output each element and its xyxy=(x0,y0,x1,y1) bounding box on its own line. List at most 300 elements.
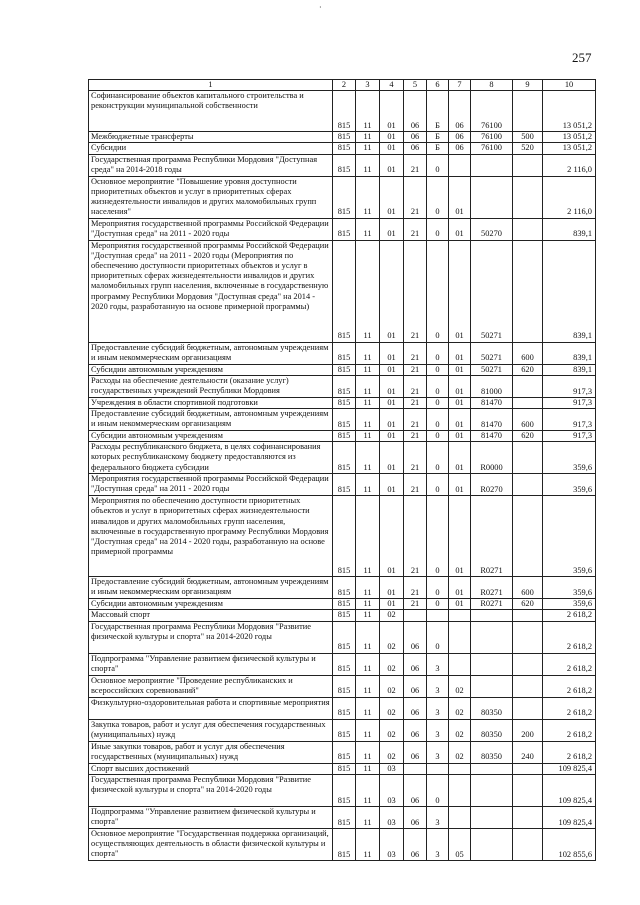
code-expense-type: 600 xyxy=(513,577,543,599)
code-ministry: 815 xyxy=(333,774,356,806)
amount: 2 618,2 xyxy=(543,653,596,675)
code-direction: 81470 xyxy=(471,431,513,442)
row-name: Закупка товаров, работ и услуг для обеспечения государственных (муниципальных) нужд xyxy=(89,719,333,741)
row-name: Массовый спорт xyxy=(89,610,333,621)
code-expense-type: 620 xyxy=(513,431,543,442)
code-expense-type: 600 xyxy=(513,342,543,364)
code-ministry: 815 xyxy=(333,806,356,828)
table-row xyxy=(89,806,596,828)
code-section: 11 xyxy=(356,774,380,806)
code-direction: 81000 xyxy=(471,375,513,397)
amount: 917,3 xyxy=(543,375,596,397)
row-name: Субсидии автономным учреждениям xyxy=(89,364,333,375)
code-ministry: 815 xyxy=(333,91,356,132)
code-program: 06 xyxy=(404,675,427,697)
code-subsection: 02 xyxy=(380,610,404,621)
code-subsection: 01 xyxy=(380,132,404,143)
code-subprogram: 0 xyxy=(427,431,449,442)
col-header: 10 xyxy=(543,80,596,91)
code-ministry: 815 xyxy=(333,409,356,431)
amount: 359,6 xyxy=(543,474,596,496)
code-activity xyxy=(449,763,471,774)
amount: 917,3 xyxy=(543,431,596,442)
code-direction xyxy=(471,653,513,675)
code-subsection: 02 xyxy=(380,697,404,719)
code-ministry: 815 xyxy=(333,176,356,218)
amount: 359,6 xyxy=(543,577,596,599)
code-subsection: 01 xyxy=(380,474,404,496)
code-subsection: 01 xyxy=(380,431,404,442)
code-subprogram: 0 xyxy=(427,154,449,176)
code-section: 11 xyxy=(356,143,380,154)
code-activity: 01 xyxy=(449,342,471,364)
code-expense-type xyxy=(513,474,543,496)
code-expense-type xyxy=(513,828,543,860)
code-section: 11 xyxy=(356,397,380,408)
code-activity: 01 xyxy=(449,474,471,496)
code-ministry: 815 xyxy=(333,719,356,741)
code-program: 21 xyxy=(404,409,427,431)
code-activity xyxy=(449,653,471,675)
code-ministry: 815 xyxy=(333,577,356,599)
col-header: 9 xyxy=(513,80,543,91)
col-header: 8 xyxy=(471,80,513,91)
code-subsection: 03 xyxy=(380,806,404,828)
code-expense-type: 600 xyxy=(513,409,543,431)
code-ministry: 815 xyxy=(333,828,356,860)
table-row xyxy=(89,364,596,375)
code-subprogram: 0 xyxy=(427,240,449,342)
row-name: Предоставление субсидий бюджетным, автономным учреждениям и иным некоммерческим организациям xyxy=(89,342,333,364)
code-program: 21 xyxy=(404,442,427,474)
amount: 109 825,4 xyxy=(543,774,596,806)
row-name: Подпрограмма "Управление развитием физической культуры и спорта" xyxy=(89,806,333,828)
table-row xyxy=(89,621,596,653)
row-name: Субсидии автономным учреждениям xyxy=(89,599,333,610)
code-ministry: 815 xyxy=(333,397,356,408)
code-direction xyxy=(471,806,513,828)
row-name: Подпрограмма "Управление развитием физической культуры и спорта" xyxy=(89,653,333,675)
code-direction: R0270 xyxy=(471,474,513,496)
code-section: 11 xyxy=(356,653,380,675)
code-section: 11 xyxy=(356,828,380,860)
code-program: 21 xyxy=(404,431,427,442)
code-ministry: 815 xyxy=(333,375,356,397)
code-program: 21 xyxy=(404,599,427,610)
amount: 359,6 xyxy=(543,442,596,474)
code-direction: 81470 xyxy=(471,409,513,431)
code-subprogram xyxy=(427,763,449,774)
code-section: 11 xyxy=(356,599,380,610)
code-subsection: 01 xyxy=(380,442,404,474)
code-subsection: 01 xyxy=(380,240,404,342)
code-activity: 01 xyxy=(449,218,471,240)
code-direction: 76100 xyxy=(471,132,513,143)
amount: 917,3 xyxy=(543,397,596,408)
code-expense-type: 620 xyxy=(513,364,543,375)
amount: 13 051,2 xyxy=(543,132,596,143)
code-section: 11 xyxy=(356,741,380,763)
code-program: 21 xyxy=(404,176,427,218)
table-row xyxy=(89,653,596,675)
amount: 2 618,2 xyxy=(543,719,596,741)
code-direction xyxy=(471,774,513,806)
code-activity xyxy=(449,610,471,621)
code-expense-type xyxy=(513,240,543,342)
code-section: 11 xyxy=(356,176,380,218)
code-direction xyxy=(471,828,513,860)
table-row xyxy=(89,176,596,218)
code-activity: 02 xyxy=(449,697,471,719)
code-activity: 01 xyxy=(449,431,471,442)
code-direction: 76100 xyxy=(471,143,513,154)
code-subprogram: 3 xyxy=(427,697,449,719)
code-section: 11 xyxy=(356,91,380,132)
row-name: Основное мероприятие "Проведение республиканских и всероссийских соревнований" xyxy=(89,675,333,697)
code-section: 11 xyxy=(356,577,380,599)
table-row xyxy=(89,719,596,741)
code-subsection: 02 xyxy=(380,719,404,741)
code-subprogram: 3 xyxy=(427,806,449,828)
code-section: 11 xyxy=(356,218,380,240)
code-activity: 01 xyxy=(449,599,471,610)
table-row xyxy=(89,697,596,719)
code-expense-type xyxy=(513,91,543,132)
code-ministry: 815 xyxy=(333,431,356,442)
code-section: 11 xyxy=(356,364,380,375)
code-subsection: 03 xyxy=(380,828,404,860)
code-activity: 05 xyxy=(449,828,471,860)
budget-table xyxy=(88,79,596,861)
code-activity: 01 xyxy=(449,496,471,577)
code-direction: R0271 xyxy=(471,577,513,599)
code-program: 21 xyxy=(404,218,427,240)
code-expense-type: 520 xyxy=(513,143,543,154)
code-program: 06 xyxy=(404,806,427,828)
code-program: 21 xyxy=(404,375,427,397)
table-row xyxy=(89,474,596,496)
code-program: 21 xyxy=(404,474,427,496)
amount: 2 618,2 xyxy=(543,697,596,719)
col-header: 5 xyxy=(404,80,427,91)
code-activity: 01 xyxy=(449,397,471,408)
code-direction: 76100 xyxy=(471,91,513,132)
code-activity: 02 xyxy=(449,675,471,697)
row-name: Субсидии xyxy=(89,143,333,154)
amount: 839,1 xyxy=(543,364,596,375)
row-name: Расходы на обеспечение деятельности (оказание услуг) государственных учреждений Республики Мордовия xyxy=(89,375,333,397)
code-ministry: 815 xyxy=(333,496,356,577)
code-subsection: 02 xyxy=(380,653,404,675)
table-row xyxy=(89,442,596,474)
code-expense-type xyxy=(513,442,543,474)
code-subsection: 01 xyxy=(380,218,404,240)
code-subsection: 01 xyxy=(380,599,404,610)
code-expense-type xyxy=(513,697,543,719)
code-subprogram: 3 xyxy=(427,675,449,697)
code-section: 11 xyxy=(356,474,380,496)
code-activity: 06 xyxy=(449,132,471,143)
table-row xyxy=(89,599,596,610)
code-direction xyxy=(471,176,513,218)
code-ministry: 815 xyxy=(333,154,356,176)
code-section: 11 xyxy=(356,675,380,697)
code-direction: 50271 xyxy=(471,364,513,375)
code-section: 11 xyxy=(356,621,380,653)
code-direction: 81470 xyxy=(471,397,513,408)
code-activity: 01 xyxy=(449,442,471,474)
code-section: 11 xyxy=(356,719,380,741)
code-expense-type xyxy=(513,653,543,675)
table-row xyxy=(89,577,596,599)
row-name: Государственная программа Республики Мордовия "Развитие физической культуры и спорта" на 2014-2020 годы xyxy=(89,774,333,806)
code-expense-type xyxy=(513,675,543,697)
code-subprogram: Б xyxy=(427,132,449,143)
code-subprogram: 0 xyxy=(427,218,449,240)
table-row xyxy=(89,675,596,697)
scan-mark: · xyxy=(319,3,322,12)
row-name: Основное мероприятие "Государственная поддержка организаций, осуществляющих деятельность в области физической культуры и спорта" xyxy=(89,828,333,860)
row-name: Иные закупки товаров, работ и услуг для обеспечения государственных (муниципальных) нужд xyxy=(89,741,333,763)
amount: 359,6 xyxy=(543,599,596,610)
code-direction: R0000 xyxy=(471,442,513,474)
code-section: 11 xyxy=(356,342,380,364)
header-row xyxy=(89,80,596,91)
amount: 839,1 xyxy=(543,218,596,240)
row-name: Мероприятия по обеспечению доступности приоритетных объектов и услуг в приоритетных сферах жизнедеятельности инвалидов и других маломобильных групп населения, включенные в государственную программу Республики Мордовия "Доступная среда" на 2014 - 2020 годы, разработанную на основе примерной программы xyxy=(89,496,333,577)
code-direction: R0271 xyxy=(471,599,513,610)
code-section: 11 xyxy=(356,132,380,143)
table-row xyxy=(89,409,596,431)
code-activity: 01 xyxy=(449,577,471,599)
amount: 917,3 xyxy=(543,409,596,431)
code-subsection: 02 xyxy=(380,741,404,763)
code-subprogram: 3 xyxy=(427,741,449,763)
table-row xyxy=(89,218,596,240)
code-program: 21 xyxy=(404,364,427,375)
amount: 2 116,0 xyxy=(543,176,596,218)
amount: 109 825,4 xyxy=(543,806,596,828)
code-expense-type xyxy=(513,397,543,408)
code-subsection: 02 xyxy=(380,675,404,697)
code-section: 11 xyxy=(356,375,380,397)
code-activity: 06 xyxy=(449,91,471,132)
code-subsection: 01 xyxy=(380,397,404,408)
code-section: 11 xyxy=(356,240,380,342)
code-program: 21 xyxy=(404,342,427,364)
code-activity: 02 xyxy=(449,741,471,763)
table-row xyxy=(89,240,596,342)
table-row xyxy=(89,763,596,774)
table-body xyxy=(89,80,596,861)
code-section: 11 xyxy=(356,409,380,431)
code-subsection: 01 xyxy=(380,176,404,218)
code-program: 21 xyxy=(404,496,427,577)
code-subprogram: 0 xyxy=(427,397,449,408)
amount: 109 825,4 xyxy=(543,763,596,774)
code-section: 11 xyxy=(356,442,380,474)
code-activity: 01 xyxy=(449,240,471,342)
code-program: 06 xyxy=(404,741,427,763)
code-section: 11 xyxy=(356,610,380,621)
amount: 2 618,2 xyxy=(543,675,596,697)
amount: 839,1 xyxy=(543,240,596,342)
code-activity: 01 xyxy=(449,375,471,397)
code-program: 06 xyxy=(404,719,427,741)
code-ministry: 815 xyxy=(333,364,356,375)
code-subprogram: 0 xyxy=(427,577,449,599)
code-subsection: 01 xyxy=(380,409,404,431)
code-expense-type: 500 xyxy=(513,132,543,143)
code-program: 06 xyxy=(404,132,427,143)
table-row xyxy=(89,397,596,408)
code-ministry: 815 xyxy=(333,763,356,774)
code-activity: 01 xyxy=(449,409,471,431)
code-activity: 01 xyxy=(449,364,471,375)
code-section: 11 xyxy=(356,154,380,176)
code-activity xyxy=(449,806,471,828)
table-row xyxy=(89,496,596,577)
code-expense-type xyxy=(513,154,543,176)
code-direction: 50271 xyxy=(471,240,513,342)
row-name: Софинансирование объектов капитального строительства и реконструкции муниципальной собственности xyxy=(89,91,333,132)
code-section: 11 xyxy=(356,763,380,774)
code-expense-type xyxy=(513,763,543,774)
code-expense-type: 240 xyxy=(513,741,543,763)
code-subprogram xyxy=(427,610,449,621)
col-header: 7 xyxy=(449,80,471,91)
code-subprogram: 3 xyxy=(427,653,449,675)
code-program: 06 xyxy=(404,774,427,806)
code-subsection: 01 xyxy=(380,154,404,176)
code-ministry: 815 xyxy=(333,218,356,240)
code-ministry: 815 xyxy=(333,653,356,675)
code-direction xyxy=(471,610,513,621)
row-name: Межбюджетные трансферты xyxy=(89,132,333,143)
code-subprogram: 3 xyxy=(427,828,449,860)
table-row xyxy=(89,774,596,806)
col-header: 1 xyxy=(89,80,333,91)
code-activity xyxy=(449,621,471,653)
row-name: Предоставление субсидий бюджетным, автономным учреждениям и иным некоммерческим организациям xyxy=(89,409,333,431)
code-expense-type: 620 xyxy=(513,599,543,610)
code-ministry: 815 xyxy=(333,132,356,143)
code-subprogram: 0 xyxy=(427,409,449,431)
amount: 839,1 xyxy=(543,342,596,364)
code-section: 11 xyxy=(356,431,380,442)
code-direction: R0271 xyxy=(471,496,513,577)
code-program xyxy=(404,763,427,774)
code-subsection: 01 xyxy=(380,496,404,577)
code-subprogram: 0 xyxy=(427,496,449,577)
amount: 359,6 xyxy=(543,496,596,577)
code-subprogram: 0 xyxy=(427,442,449,474)
amount: 2 618,2 xyxy=(543,741,596,763)
row-name: Учреждения в области спортивной подготовки xyxy=(89,397,333,408)
code-program: 06 xyxy=(404,653,427,675)
table-row xyxy=(89,154,596,176)
code-subsection: 01 xyxy=(380,577,404,599)
code-section: 11 xyxy=(356,806,380,828)
code-subprogram: 0 xyxy=(427,774,449,806)
amount: 2 116,0 xyxy=(543,154,596,176)
table-row xyxy=(89,132,596,143)
col-header: 4 xyxy=(380,80,404,91)
code-section: 11 xyxy=(356,496,380,577)
row-name: Основное мероприятие "Повышение уровня доступности приоритетных объектов и услуг в приоритетных сферах жизнедеятельности инвалидов и других маломобильных групп населения" xyxy=(89,176,333,218)
page-number: 257 xyxy=(572,50,592,65)
code-ministry: 815 xyxy=(333,621,356,653)
code-program: 06 xyxy=(404,828,427,860)
row-name: Расходы республиканского бюджета, в целях софинансирования которых республиканскому бюджету предоставляются из федерального бюджета субсидии xyxy=(89,442,333,474)
amount: 102 855,6 xyxy=(543,828,596,860)
code-subprogram: 0 xyxy=(427,176,449,218)
code-direction: 50270 xyxy=(471,218,513,240)
amount: 13 051,2 xyxy=(543,91,596,132)
col-header: 3 xyxy=(356,80,380,91)
code-activity: 02 xyxy=(449,719,471,741)
row-name: Мероприятия государственной программы Российской Федерации "Доступная среда" на 2011 - 2020 годы (Мероприятия по обеспечению доступности приоритетных объектов и услуг в приоритетных сферах жизнедеятельности инвалидов и других маломобильных групп населения, включенные в государственную программу Республики Мордовия "Доступная среда" на 2014 - 2020 годы, разработанную на основе примерной программы) xyxy=(89,240,333,342)
table-row xyxy=(89,91,596,132)
code-subsection: 01 xyxy=(380,143,404,154)
code-subprogram: Б xyxy=(427,91,449,132)
row-name: Субсидии автономным учреждениям xyxy=(89,431,333,442)
code-expense-type xyxy=(513,806,543,828)
code-expense-type xyxy=(513,176,543,218)
code-direction xyxy=(471,154,513,176)
code-ministry: 815 xyxy=(333,697,356,719)
table-row xyxy=(89,741,596,763)
code-subprogram: 0 xyxy=(427,342,449,364)
code-program: 21 xyxy=(404,397,427,408)
row-name: Государственная программа Республики Мордовия "Развитие физической культуры и спорта" на 2014-2020 годы xyxy=(89,621,333,653)
table-row xyxy=(89,610,596,621)
code-subsection: 01 xyxy=(380,375,404,397)
code-subprogram: 0 xyxy=(427,474,449,496)
code-subsection: 01 xyxy=(380,91,404,132)
code-program: 21 xyxy=(404,154,427,176)
table-row xyxy=(89,342,596,364)
code-ministry: 815 xyxy=(333,675,356,697)
amount: 2 618,2 xyxy=(543,610,596,621)
code-subprogram: 0 xyxy=(427,375,449,397)
table-row xyxy=(89,375,596,397)
row-name: Мероприятия государственной программы Российской Федерации "Доступная среда" на 2011 - 2020 годы xyxy=(89,474,333,496)
code-expense-type xyxy=(513,218,543,240)
code-ministry: 815 xyxy=(333,474,356,496)
amount: 2 618,2 xyxy=(543,621,596,653)
code-subprogram: 0 xyxy=(427,599,449,610)
code-subsection: 01 xyxy=(380,342,404,364)
code-ministry: 815 xyxy=(333,342,356,364)
code-subsection: 03 xyxy=(380,763,404,774)
code-subsection: 02 xyxy=(380,621,404,653)
row-name: Государственная программа Республики Мордовия "Доступная среда" на 2014-2018 годы xyxy=(89,154,333,176)
col-header: 2 xyxy=(333,80,356,91)
code-activity: 06 xyxy=(449,143,471,154)
row-name: Спорт высших достижений xyxy=(89,763,333,774)
table-row xyxy=(89,143,596,154)
code-direction: 80350 xyxy=(471,741,513,763)
code-expense-type xyxy=(513,610,543,621)
code-ministry: 815 xyxy=(333,741,356,763)
code-program: 06 xyxy=(404,143,427,154)
code-subprogram: 3 xyxy=(427,719,449,741)
table-row xyxy=(89,828,596,860)
code-activity xyxy=(449,774,471,806)
code-ministry: 815 xyxy=(333,442,356,474)
code-program: 06 xyxy=(404,697,427,719)
